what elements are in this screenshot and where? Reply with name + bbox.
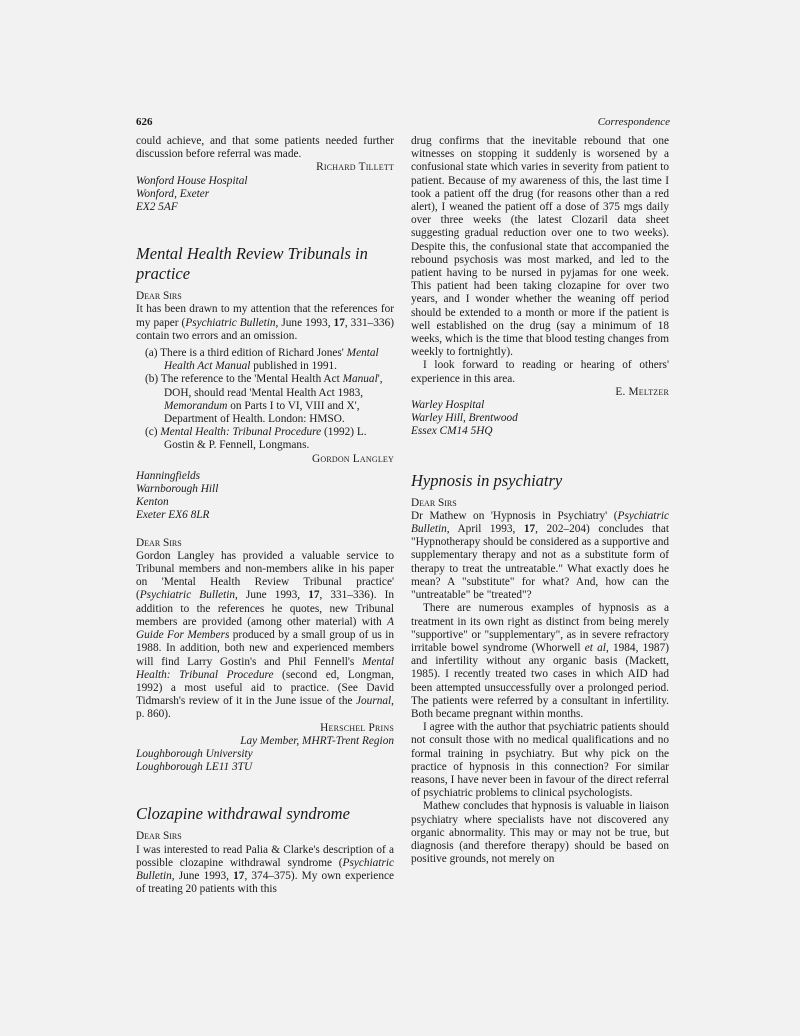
tillett-signature: Richard Tillett [316, 161, 394, 174]
langley-address-line: Kenton [136, 496, 169, 509]
prins-paragraph: Gordon Langley has provided a valuable service to Tribunal members and non-members alike in his paper on 'Mental Health Review Tribunal practice' (Psychiatric Bulletin, June 1993, 17, 331–336). In addition to the references he quotes, new Tribunal members are provided (among other material) with A Guide For Members produced by a small group of us in 1988. In addition, both new and experienced members will find Larry Gostin's and Phil Fennell's Mental Health: Tribunal Procedure (second ed, Longman, 1992) a most useful aid to practice. (See David Tidmarsh's review of it in the June issue of the Journal, p. 860). [136, 549, 394, 721]
hypnosis-paragraph-3: I agree with the author that psychiatric patients should not consult those with no medical qualifications and no formal training in psychiatry. But why pick on the practice of hypnosis in this connection? For similar reasons, I have never been in favour of the direct referral of psychiatric problems to clinical psychologists. [411, 721, 669, 800]
right-column [411, 135, 669, 866]
page-header [136, 116, 670, 132]
list-item: (c) Mental Health: Tribunal Procedure (1992) L. Gostin & P. Fennell, Longmans. [145, 426, 367, 452]
salutation: Dear Sirs [136, 290, 182, 303]
prins-address-line: Loughborough University [136, 747, 253, 760]
langley-address-line: Hanningfields [136, 469, 201, 482]
list-item: (b) The reference to the 'Mental Health Act Manual', DOH, should read 'Mental Health Act 1983, Memorandum on Parts I to VI, VIII and X', Department of Health. London: HMSO. [145, 373, 383, 426]
prins-role: Lay Member, MHRT-Trent Region [240, 734, 394, 747]
salutation: Dear Sirs [411, 496, 457, 509]
prins-address-line: Loughborough LE11 3TU [136, 761, 253, 774]
page-number: 626 [136, 116, 153, 128]
clozapine-paragraph: I was interested to read Palia & Clarke's description of a possible clozapine withdrawal syndrome (Psychiatric Bulletin, June 1993, 17, 374–375). My own experience of treating 20 patients with this [136, 843, 394, 896]
hypnosis-paragraph-1: Dr Mathew on 'Hypnosis in Psychiatry' (Psychiatric Bulletin, April 1993, 17, 202–204) concludes that "Hypnotherapy should be considered as a supportive and supplementary therapy and not as a substitute form of therapy to treat the untreatable." What exactly does he mean? A "substitute" for what? And, how can the "untreatable" be "treated"? [411, 509, 669, 602]
tillett-address-line: Wonford, Exeter [136, 187, 210, 200]
hypnosis-paragraph-2: There are numerous examples of hypnosis as a treatment in its own right as distinct from being merely "supportive" or "supplementary", as in severe refractory irritable bowel syndrome (Whorwell et al, 1984, 1987) and infertility without any organic basis (Mackett, 1985). I recently treated two cases in which AID had been attempted unsuccessfully over a prolonged period. The patients were referred by a consultant in infertility. Both became pregnant within months. [411, 602, 669, 720]
meltzer-address-line: Warley Hospital [411, 399, 485, 412]
list-item: (a) There is a third edition of Richard Jones' Mental Health Act Manual published in 1991. [145, 347, 379, 373]
tillett-address-line: EX2 5AF [136, 201, 178, 214]
langley-address-line: Exeter EX6 8LR [136, 509, 210, 522]
meltzer-address-line: Warley Hill, Brentwood [411, 412, 518, 425]
hypnosis-paragraph-4: Mathew concludes that hypnosis is valuable in liaison psychiatry where specialists have not discovered any organic abnormality. This may or may not be true, but diagnosis (and therefore therapy) should be based on positive grounds, not merely on [411, 800, 669, 866]
prins-signature: Herschel Prins [320, 721, 394, 734]
clozapine-section-title: Clozapine withdrawal syndrome [136, 804, 350, 824]
clozapine-paragraph-2: I look forward to reading or hearing of others' experience in this area. [411, 359, 669, 385]
tillett-address-line: Wonford House Hospital [136, 174, 248, 187]
salutation: Dear Sirs [136, 830, 182, 843]
langley-address-line: Warnborough Hill [136, 483, 219, 496]
mhrt-section-title: Mental Health Review Tribunals in practice [136, 244, 368, 284]
langley-paragraph: It has been drawn to my attention that the references for my paper (Psychiatric Bulletin, June 1993, 17, 331–336) contain two errors and an omission. [136, 303, 394, 342]
tillett-letter-end: could achieve, and that some patients needed further discussion before referral was made. [136, 135, 394, 161]
langley-signature: Gordon Langley [311, 452, 394, 465]
salutation: Dear Sirs [136, 536, 182, 549]
meltzer-signature: E. Meltzer [615, 385, 669, 398]
hypnosis-section-title: Hypnosis in psychiatry [411, 470, 563, 490]
running-head: Correspondence [597, 116, 670, 128]
clozapine-continued: drug confirms that the inevitable rebound that one witnesses on stopping it suddenly is worsened by a confusional state which varies in severity from patient to patient. Because of my awareness of this, the last time I took a patient off the drug (for reasons other than a red alert), I weaned the patient off a dose of 375 mgs daily over three weeks (the latest Clozaril data sheet suggesting gradual reduction over one to two weeks). Despite this, the confusional state that accompanied the rebound psychosis was most marked, and led to the patient having to be nursed in pyjamas for one week. This patient had been taking clozapine for over two years, and I wonder whether the weaning off period should be extended to a month or more if the patient is well established on the drug (say a minimum of 18 weeks, which is the time that blood testing changes from weekly to fortnightly). [411, 135, 669, 359]
left-column [136, 135, 394, 896]
meltzer-address-line: Essex CM14 5HQ [411, 425, 493, 438]
